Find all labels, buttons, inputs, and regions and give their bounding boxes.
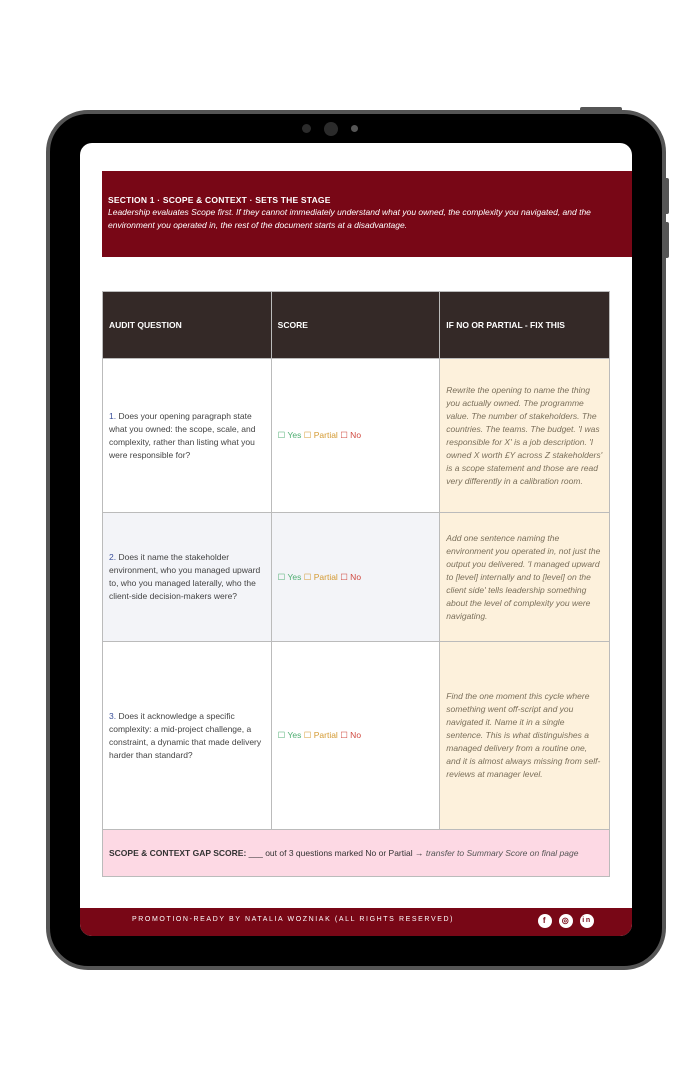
linkedin-icon[interactable]: in	[580, 914, 594, 928]
gap-score-text: out of 3 questions marked No or Partial →	[262, 847, 426, 858]
sensor-icon	[302, 124, 311, 133]
no-checkbox[interactable]: ☐ No	[340, 730, 362, 740]
partial-checkbox[interactable]: ☐ Partial	[303, 430, 338, 440]
camera-icon	[324, 122, 338, 136]
question-text: Does it name the stakeholder environment, who you managed upward to, who you managed laterally, who the client-side decision-makers were?	[109, 552, 261, 601]
gap-score-blank[interactable]: ___	[248, 847, 263, 858]
score-cell	[271, 513, 440, 642]
light-sensor-icon	[351, 125, 358, 132]
audit-table	[102, 291, 610, 877]
table-row	[103, 513, 610, 642]
header-score: SCORE	[271, 292, 440, 359]
no-checkbox[interactable]: ☐ No	[340, 430, 362, 440]
fix-cell: Add one sentence naming the environment you operated in, not just the output you delivered. 'I managed upward to [level] internally and to [level] on the client side' tells leadership something about the level of complexity you were navigating.	[440, 513, 610, 642]
header-question: AUDIT QUESTION	[103, 292, 272, 359]
yes-checkbox[interactable]: ☐ Yes	[277, 430, 302, 440]
yes-checkbox[interactable]: ☐ Yes	[277, 571, 302, 582]
fix-cell: Rewrite the opening to name the thing you actually owned. The programme value. The number of stakeholders. The countries. The teams. The budget. 'I was responsible for X' is a job description. 'I owned X worth £Y across Z stakeholders' is a scope statement and those are read very differently in a calibration room.	[440, 359, 610, 513]
question-text: Does your opening paragraph state what you owned: the scope, scale, and complexity, rather than listing what you were responsible for?	[109, 410, 256, 460]
screen	[80, 143, 632, 936]
question-cell	[103, 359, 272, 513]
facebook-icon[interactable]: f	[538, 914, 552, 928]
table-row	[103, 642, 610, 830]
no-checkbox[interactable]: ☐ No	[340, 571, 362, 582]
footer-text: PROMOTION-READY BY NATALIA WOZNIAK (ALL RIGHTS RESERVED)	[132, 916, 455, 923]
gap-score-row	[103, 830, 610, 877]
question-number: 1.	[109, 410, 117, 421]
section-title: SECTION 1 · SCOPE & CONTEXT · SETS THE STAGE	[108, 195, 331, 205]
gap-score-label: SCOPE & CONTEXT GAP SCORE:	[109, 847, 247, 858]
question-number: 3.	[109, 710, 117, 721]
section-description: Leadership evaluates Scope first. If they cannot immediately understand what you owned, the complexity you navigated, and the environment you operated in, the rest of the document starts at a disadvantage.	[108, 207, 591, 230]
partial-checkbox[interactable]: ☐ Partial	[303, 730, 338, 740]
footer	[80, 908, 632, 936]
instagram-icon[interactable]: ◎	[559, 914, 573, 928]
section-header	[102, 171, 632, 257]
fix-cell: Find the one moment this cycle where something went off-script and you navigated it. Name it in a single sentence. This is what distinguishes a managed delivery from a routine one, and it is almost always missing from self-reviews at manager level.	[440, 642, 610, 830]
gap-score-cell	[103, 830, 610, 877]
gap-score-transfer: transfer to Summary Score on final page	[425, 847, 579, 858]
header-fix: IF NO OR PARTIAL - FIX THIS	[440, 292, 610, 359]
question-text: Does it acknowledge a specific complexity: a mid-project challenge, a constraint, a dynamic that made delivery harder than standard?	[109, 710, 262, 760]
partial-checkbox[interactable]: ☐ Partial	[303, 571, 338, 582]
question-cell	[103, 642, 272, 830]
table-row	[103, 359, 610, 513]
table-header	[103, 292, 610, 359]
question-cell	[103, 513, 272, 642]
score-cell	[271, 359, 440, 513]
question-number: 2.	[109, 552, 117, 562]
yes-checkbox[interactable]: ☐ Yes	[277, 730, 302, 740]
score-cell	[271, 642, 440, 830]
